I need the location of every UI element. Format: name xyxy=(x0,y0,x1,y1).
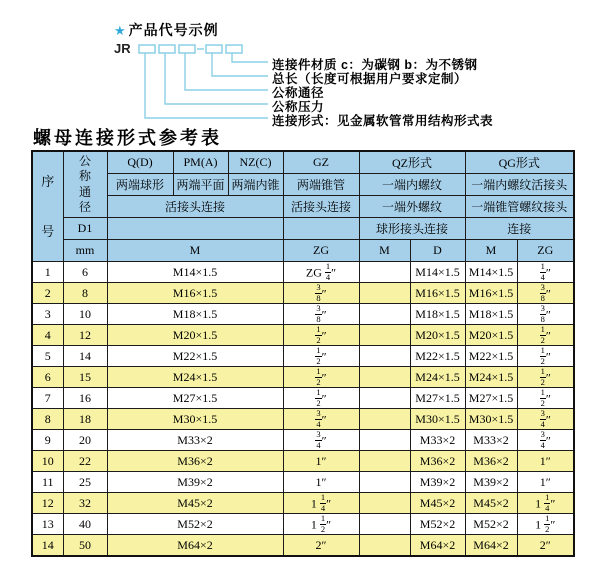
cell-qz-d: M36×2 xyxy=(410,451,465,472)
cell-dn: 18 xyxy=(63,409,107,430)
cell-qg-m: M27×1.5 xyxy=(465,388,517,409)
cell-dn: 14 xyxy=(63,346,107,367)
header-row-3 xyxy=(32,196,574,218)
cell-qz-m xyxy=(359,346,410,367)
header-row-5 xyxy=(32,240,574,262)
table-row xyxy=(32,262,574,283)
cell-m: M16×1.5 xyxy=(107,283,283,304)
cell-seq: 4 xyxy=(32,325,63,346)
table-row xyxy=(32,346,574,367)
cell-qz-d: M20×1.5 xyxy=(410,325,465,346)
header-qz-sub2: 一端外螺纹 xyxy=(359,196,465,218)
header-qg: QG形式 xyxy=(465,151,574,174)
cell-qg-zg: $\frac{3}{8}$ ″ xyxy=(517,283,574,304)
cell-gz: $\frac{3}{8}$ ″ xyxy=(283,304,359,325)
cell-gz: $\frac{3}{4}$ ″ xyxy=(283,409,359,430)
connector-line xyxy=(212,53,268,76)
cell-qg-zg: $\frac{3}{4}$ ″ xyxy=(517,409,574,430)
code-prefix: JR xyxy=(114,41,131,56)
cell-qz-m xyxy=(359,367,410,388)
header-nz: NZ(C) xyxy=(228,151,283,174)
cell-gz: $\frac{1}{2}$ ″ xyxy=(283,388,359,409)
cell-seq: 10 xyxy=(32,451,63,472)
cell-m: M24×1.5 xyxy=(107,367,283,388)
code-box xyxy=(159,45,175,53)
cell-dn: 12 xyxy=(63,325,107,346)
cell-qg-m: M33×2 xyxy=(465,430,517,451)
cell-seq: 11 xyxy=(32,472,63,493)
cell-dn: 16 xyxy=(63,388,107,409)
diagram-label-material: 连接件材质 c：为碳钢 b：为不锈钢 xyxy=(272,58,478,72)
table-row xyxy=(32,304,574,325)
table-title: 螺母连接形式参考表 xyxy=(33,128,222,148)
header-dn xyxy=(63,151,107,218)
cell-gz: $\frac{3}{8}$ ″ xyxy=(283,283,359,304)
header-q-sub: 两端球形 xyxy=(107,174,173,196)
cell-m: M27×1.5 xyxy=(107,388,283,409)
header-qz-d: D xyxy=(410,240,465,262)
table-row xyxy=(32,514,574,535)
cell-qz-d: M30×1.5 xyxy=(410,409,465,430)
diagram-label-length: 总长（长度可根据用户要求定制） xyxy=(272,72,468,86)
cell-qg-zg: $\frac{3}{4}$ ″ xyxy=(517,430,574,451)
code-box xyxy=(139,45,155,53)
cell-qg-zg: 2″ xyxy=(517,535,574,557)
cell-dn: 40 xyxy=(63,514,107,535)
cell-qg-m: M16×1.5 xyxy=(465,283,517,304)
header-qz-conn: 球形接头连接 xyxy=(359,218,465,240)
empty-cell xyxy=(107,218,283,240)
table-row xyxy=(32,451,574,472)
cell-qg-zg: $\frac{3}{8}$ ″ xyxy=(517,304,574,325)
cell-qz-m xyxy=(359,388,410,409)
cell-gz: 1 $\frac{1}{4}$ ″ xyxy=(283,493,359,514)
cell-qz-d: M22×1.5 xyxy=(410,346,465,367)
cell-qg-zg: $\frac{1}{4}$ ″ xyxy=(517,262,574,283)
nut-connection-table xyxy=(31,150,575,557)
cell-qz-m xyxy=(359,262,410,283)
cell-seq: 3 xyxy=(32,304,63,325)
cell-gz: $\frac{1}{2}$ ″ xyxy=(283,367,359,388)
connector-line xyxy=(232,53,268,62)
cell-qg-zg: $\frac{1}{2}$ ″ xyxy=(517,388,574,409)
cell-qg-m: M18×1.5 xyxy=(465,304,517,325)
cell-qz-m xyxy=(359,472,410,493)
cell-qg-m: M64×2 xyxy=(465,535,517,557)
cell-qz-m xyxy=(359,283,410,304)
header-seq-label: 序号 xyxy=(41,173,55,239)
cell-gz: 1″ xyxy=(283,451,359,472)
cell-qz-d: M45×2 xyxy=(410,493,465,514)
cell-qz-d: M64×2 xyxy=(410,535,465,557)
table-row xyxy=(32,283,574,304)
cell-qg-zg: $\frac{1}{2}$ ″ xyxy=(517,367,574,388)
cell-qg-m: M52×2 xyxy=(465,514,517,535)
cell-dn: 20 xyxy=(63,430,107,451)
cell-qz-m xyxy=(359,451,410,472)
diagram-label-diameter: 公称通径 xyxy=(272,86,325,100)
cell-dn: 32 xyxy=(63,493,107,514)
cell-qz-d: M33×2 xyxy=(410,430,465,451)
cell-qg-m: M20×1.5 xyxy=(465,325,517,346)
cell-dn: 6 xyxy=(63,262,107,283)
header-d1: D1 xyxy=(63,218,107,240)
header-dn-label: 公称通径 xyxy=(79,153,92,214)
star-icon: ★ xyxy=(114,23,127,38)
header-qz-m: M xyxy=(359,240,410,262)
cell-qg-m: M24×1.5 xyxy=(465,367,517,388)
cell-qz-m xyxy=(359,493,410,514)
cell-m: M22×1.5 xyxy=(107,346,283,367)
cell-qz-m xyxy=(359,535,410,557)
cell-qz-d: M52×2 xyxy=(410,514,465,535)
header-qg-conn: 连接 xyxy=(465,218,574,240)
cell-qz-m xyxy=(359,514,410,535)
cell-qz-d: M39×2 xyxy=(410,472,465,493)
cell-qz-m xyxy=(359,430,410,451)
code-box xyxy=(226,45,242,53)
cell-qz-m xyxy=(359,325,410,346)
table-row xyxy=(32,367,574,388)
cell-qz-d: M14×1.5 xyxy=(410,262,465,283)
cell-m: M14×1.5 xyxy=(107,262,283,283)
cell-qg-m: M22×1.5 xyxy=(465,346,517,367)
cell-qg-m: M39×2 xyxy=(465,472,517,493)
header-pm: PM(A) xyxy=(173,151,228,174)
cell-seq: 5 xyxy=(32,346,63,367)
header-m-main: M xyxy=(107,240,283,262)
table-row xyxy=(32,388,574,409)
header-union-conn: 活接头连接 xyxy=(107,196,283,218)
connector-line xyxy=(165,53,268,104)
cell-dn: 22 xyxy=(63,451,107,472)
cell-m: M18×1.5 xyxy=(107,304,283,325)
connector-line xyxy=(185,53,268,90)
cell-qz-d: M18×1.5 xyxy=(410,304,465,325)
cell-gz: 1″ xyxy=(283,472,359,493)
header-gz: GZ xyxy=(283,151,359,174)
cell-dn: 50 xyxy=(63,535,107,557)
cell-qz-d: M16×1.5 xyxy=(410,283,465,304)
table-body xyxy=(32,262,574,557)
table-row xyxy=(32,430,574,451)
cell-m: M30×1.5 xyxy=(107,409,283,430)
cell-m: M45×2 xyxy=(107,493,283,514)
header-gz-conn: 活接头连接 xyxy=(283,196,359,218)
cell-seq: 2 xyxy=(32,283,63,304)
cell-seq: 7 xyxy=(32,388,63,409)
header-qg-m: M xyxy=(465,240,517,262)
cell-seq: 9 xyxy=(32,430,63,451)
cell-gz: 2″ xyxy=(283,535,359,557)
header-nz-sub: 两端内锥 xyxy=(228,174,283,196)
cell-qg-m: M45×2 xyxy=(465,493,517,514)
cell-qg-zg: 1 $\frac{1}{4}$ ″ xyxy=(517,493,574,514)
header-mm: mm xyxy=(63,240,107,262)
header-gz-sub: 两端锥管 xyxy=(283,174,359,196)
code-box xyxy=(206,45,222,53)
cell-qz-d: M27×1.5 xyxy=(410,388,465,409)
cell-seq: 8 xyxy=(32,409,63,430)
header-row-1 xyxy=(32,151,574,174)
cell-qz-d: M24×1.5 xyxy=(410,367,465,388)
cell-seq: 12 xyxy=(32,493,63,514)
cell-m: M33×2 xyxy=(107,430,283,451)
cell-gz: 1 $\frac{1}{2}$ ″ xyxy=(283,514,359,535)
diagram-label-connection: 连接形式：见金属软管常用结构形式表 xyxy=(272,114,494,128)
table-row xyxy=(32,472,574,493)
header-qz-sub1: 一端内螺纹 xyxy=(359,174,465,196)
table-row xyxy=(32,325,574,346)
cell-seq: 14 xyxy=(32,535,63,557)
cell-dn: 8 xyxy=(63,283,107,304)
table-row xyxy=(32,409,574,430)
table-row xyxy=(32,535,574,557)
cell-m: M36×2 xyxy=(107,451,283,472)
cell-seq: 6 xyxy=(32,367,63,388)
empty-cell xyxy=(283,218,359,240)
header-zg-main: ZG xyxy=(283,240,359,262)
cell-m: M39×2 xyxy=(107,472,283,493)
header-qz: QZ形式 xyxy=(359,151,465,174)
header-pm-sub: 两端平面 xyxy=(173,174,228,196)
connector-line xyxy=(145,53,268,118)
table-row xyxy=(32,493,574,514)
cell-qg-m: M36×2 xyxy=(465,451,517,472)
cell-qz-m xyxy=(359,304,410,325)
cell-gz: $\frac{1}{2}$ ″ xyxy=(283,325,359,346)
cell-qg-zg: 1 $\frac{1}{2}$ ″ xyxy=(517,514,574,535)
cell-qg-zg: $\frac{1}{2}$ ″ xyxy=(517,325,574,346)
cell-dn: 25 xyxy=(63,472,107,493)
cell-qg-m: M14×1.5 xyxy=(465,262,517,283)
cell-m: M20×1.5 xyxy=(107,325,283,346)
diagram-label-pressure: 公称压力 xyxy=(272,100,325,114)
cell-qg-zg: 1″ xyxy=(517,472,574,493)
header-seq xyxy=(32,151,63,262)
cell-gz: ZG $\frac{1}{4}$ ″ xyxy=(283,262,359,283)
header-q: Q(D) xyxy=(107,151,173,174)
diagram-heading-text: 产品代号示例 xyxy=(128,22,219,38)
code-box xyxy=(179,45,195,53)
cell-qz-m xyxy=(359,409,410,430)
cell-qg-m: M30×1.5 xyxy=(465,409,517,430)
header-row-2 xyxy=(32,174,574,196)
header-qg-sub1: 一端内螺纹活接头 xyxy=(465,174,574,196)
header-qg-zg: ZG xyxy=(517,240,574,262)
cell-seq: 1 xyxy=(32,262,63,283)
cell-dn: 15 xyxy=(63,367,107,388)
header-row-4 xyxy=(32,218,574,240)
cell-qg-zg: $\frac{1}{2}$ ″ xyxy=(517,346,574,367)
cell-gz: $\frac{1}{2}$ ″ xyxy=(283,346,359,367)
cell-seq: 13 xyxy=(32,514,63,535)
cell-m: M64×2 xyxy=(107,535,283,557)
cell-qg-zg: 1″ xyxy=(517,451,574,472)
cell-dn: 10 xyxy=(63,304,107,325)
cell-m: M52×2 xyxy=(107,514,283,535)
cell-gz: $\frac{3}{4}$ ″ xyxy=(283,430,359,451)
header-qg-sub2: 一端锥管螺纹接头 xyxy=(465,196,574,218)
